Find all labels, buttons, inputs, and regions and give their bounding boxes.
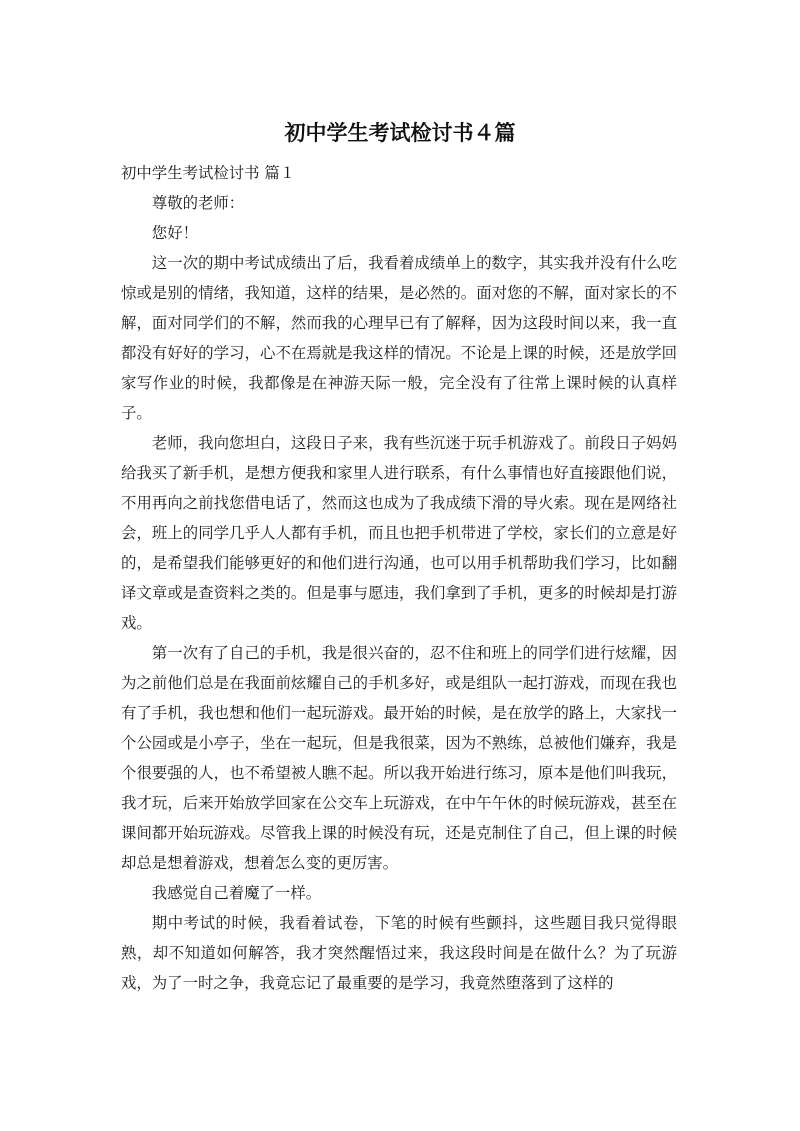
document-title: 初中学生考试检讨书４篇 bbox=[284, 121, 516, 145]
paragraph: 期中考试的时候，我看着试卷，下笔的时候有些颤抖，这些题目我只觉得眼熟，却不知道如何解答，我才突然醒悟过来，我这段时间是在做什么？为了玩游戏，为了一时之争，我竟忘记了最重要的是学习，我竟然堕落到了这样的 bbox=[121, 914, 677, 992]
paragraph: 老师，我向您坦白，这段日子来，我有些沉迷于玩手机游戏了。前段日子妈妈给我买了新手机，是想方便我和家里人进行联系，有什么事情也好直接跟他们说，不用再向之前找您借电话了，然而这也成为了我成绩下滑的导火索。现在是网络社会，班上的同学几乎人人都有手机，而且也把手机带进了学校，家长们的立意是好的，是希望我们能够更好的和他们进行沟通，也可以用手机帮助我们学习，比如翻译文章或是查资料之类的。但是事与愿违，我们拿到了手机，更多的时候却是打游戏。 bbox=[121, 434, 677, 632]
greeting: 您好！ bbox=[151, 224, 198, 242]
paragraph: 这一次的期中考试成绩出了后，我看着成绩单上的数字，其实我并没有什么吃惊或是别的情绪，我知道，这样的结果，是必然的。面对您的不解，面对家长的不解，面对同学们的不解，然而我的心理早已有了解释，因为这段时间以来，我一直都没有好好的学习，心不在焉就是我这样的情况。不论是上课的时候，还是放学回家写作业的时候，我都像是在神游天际一般，完全没有了往常上课时候的认真样子。 bbox=[121, 254, 677, 422]
salutation: 尊敬的老师： bbox=[151, 194, 245, 212]
paragraph: 我感觉自己着魔了一样。 bbox=[151, 884, 322, 902]
document-body bbox=[121, 158, 677, 998]
paragraph: 第一次有了自己的手机，我是很兴奋的，忍不住和班上的同学们进行炫耀，因为之前他们总是在我面前炫耀自己的手机多好，或是组队一起打游戏，而现在我也有了手机，我也想和他们一起玩游戏。最开始的时候，是在放学的路上，大家找一个公园或是小亭子，坐在一起玩，但是我很菜，因为不熟练，总被他们嫌弃，我是个很要强的人，也不希望被人瞧不起。所以我开始进行练习，原本是他们叫我玩，我才玩，后来开始放学回家在公交车上玩游戏，在中午午休的时候玩游戏，甚至在课间都开始玩游戏。尽管我上课的时候没有玩，还是克制住了自己，但上课的时候却总是想着游戏，想着怎么变的更厉害。 bbox=[121, 644, 677, 872]
section-heading: 初中学生考试检讨书 篇１ bbox=[121, 164, 296, 182]
